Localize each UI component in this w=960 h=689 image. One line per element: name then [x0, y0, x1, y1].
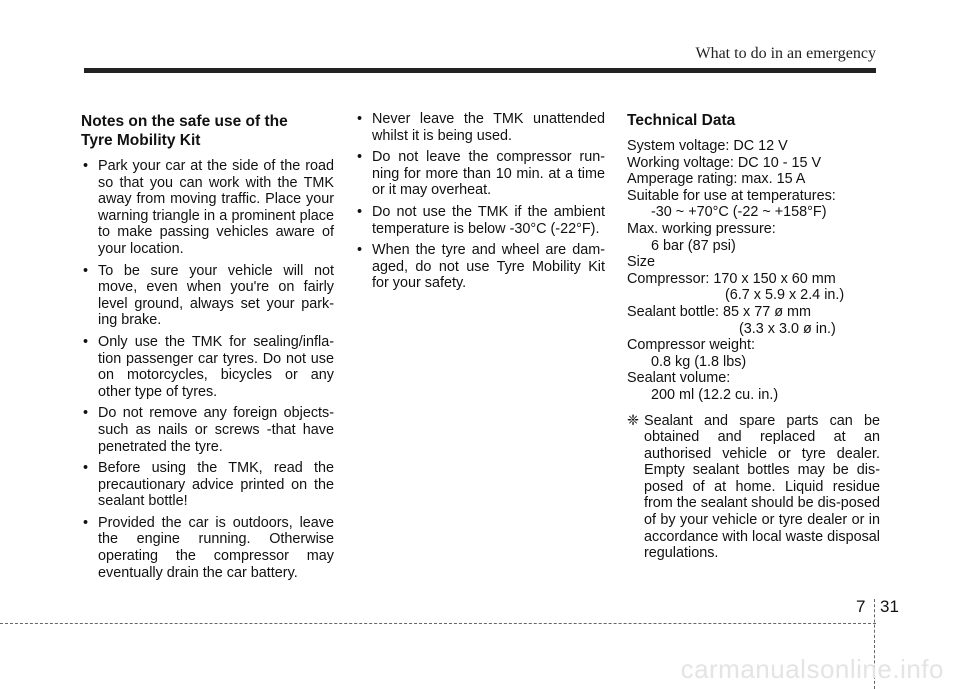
technical-data-column: [627, 111, 880, 562]
bullet-icon: •: [357, 203, 363, 220]
amperage-rating: Amperage rating: max. 15 A: [627, 171, 806, 188]
bullet-icon: •: [83, 158, 89, 174]
compressor-size: Compressor: 170 x 150 x 60 mm: [627, 270, 836, 287]
list-item: [81, 263, 334, 329]
list-item-text: Before using the TMK, read the precautionary advice printed on the sealant bottle!: [98, 460, 334, 510]
bullet-icon: •: [357, 111, 363, 127]
list-item: [81, 334, 334, 400]
compressor-size-inches: (6.7 x 5.9 x 2.4 in.): [725, 287, 845, 304]
notes-heading-line2: Tyre Mobility Kit: [81, 132, 201, 149]
list-item: [355, 242, 605, 292]
notes-heading-line1: Notes on the safe use of the: [81, 113, 288, 130]
list-item: [81, 158, 334, 258]
section-title: What to do in an emergency: [695, 45, 876, 62]
list-item-text: Never leave the TMK unattended whilst it is being used.: [372, 111, 605, 144]
header-rule: [84, 68, 876, 73]
size-label: Size: [627, 254, 655, 271]
notes-list-2: [355, 111, 605, 292]
bottle-size-inches: (3.3 x 3.0 ø in.): [739, 320, 836, 337]
weight-label: Compressor weight:: [627, 337, 755, 354]
footer-rule: [0, 623, 876, 624]
working-voltage: Working voltage: DC 10 - 15 V: [627, 154, 822, 171]
bullet-icon: •: [83, 333, 89, 350]
notes-column-1: [81, 112, 334, 586]
list-item-text: Do not leave the compressor run-ning for more than 10 min. at a time or it may overheat.: [372, 149, 605, 199]
list-item-text: Do not remove any foreign objects- such as nails or screws -that have penetrated the tyre.: [98, 405, 334, 455]
pressure-label: Max. working pressure:: [627, 220, 776, 237]
temperature-value: -30 ~ +70°C (-22 ~ +158°F): [651, 204, 827, 221]
note-mark-icon: ❈: [627, 412, 640, 429]
notes-heading: [81, 112, 334, 150]
list-item-text: Provided the car is outdoors, leave the engine running. Otherwise operating the compressor may eventually drain the car battery.: [98, 514, 334, 581]
watermark: carmanualsonline.info: [680, 654, 944, 684]
list-item-text: Park your car at the side of the road so that you can work with the TMK away from moving traffic. Place your warning triangle in a prominent place to make passing vehicles aware of your location.: [98, 158, 334, 257]
bottle-size: Sealant bottle: 85 x 77 ø mm: [627, 303, 811, 320]
list-item: [355, 149, 605, 199]
bullet-icon: •: [357, 149, 363, 166]
sealant-note: [627, 413, 880, 562]
list-item: [81, 515, 334, 581]
list-item: [355, 111, 605, 144]
page-number: 31: [880, 597, 899, 616]
volume-value: 200 ml (12.2 cu. in.): [651, 386, 779, 403]
system-voltage: System voltage: DC 12 V: [627, 138, 788, 154]
bullet-icon: •: [83, 460, 89, 477]
weight-value: 0.8 kg (1.8 lbs): [651, 353, 747, 370]
chapter-number: 7: [856, 597, 866, 616]
list-item: [81, 405, 334, 455]
temperature-label: Suitable for use at temperatures:: [627, 187, 836, 204]
pressure-value: 6 bar (87 psi): [651, 237, 736, 254]
bullet-icon: •: [83, 405, 89, 422]
list-item-text: Do not use the TMK if the ambient temperature is below -30°C (-22°F).: [372, 203, 605, 237]
bullet-icon: •: [357, 242, 363, 259]
note-text: Sealant and spare parts can be obtained and replaced at an authorised vehicle or tyre dealer. Empty sealant bottles may be dis-posed of at home. Liquid residue from the sealant should be dis-posed of by your vehicle or tyre dealer or in accordance with local waste disposal regulations.: [644, 412, 880, 562]
list-item: [355, 204, 605, 237]
notes-column-2: [355, 111, 605, 297]
bullet-icon: •: [83, 262, 89, 279]
bullet-icon: •: [83, 514, 89, 531]
technical-heading: Technical Data: [627, 112, 736, 129]
list-item: [81, 460, 334, 510]
notes-list-1: [81, 158, 334, 581]
volume-label: Sealant volume:: [627, 370, 731, 387]
list-item-text: Only use the TMK for sealing/infla-tion passenger car tyres. Do not use on motorcycles, bicycles or any other type of tyres.: [98, 333, 334, 400]
list-item-text: When the tyre and wheel are dam-aged, do not use Tyre Mobility Kit for your safety.: [372, 242, 605, 292]
list-item-text: To be sure your vehicle will not move, even when you're on fairly level ground, always set your park-ing brake.: [98, 262, 334, 329]
